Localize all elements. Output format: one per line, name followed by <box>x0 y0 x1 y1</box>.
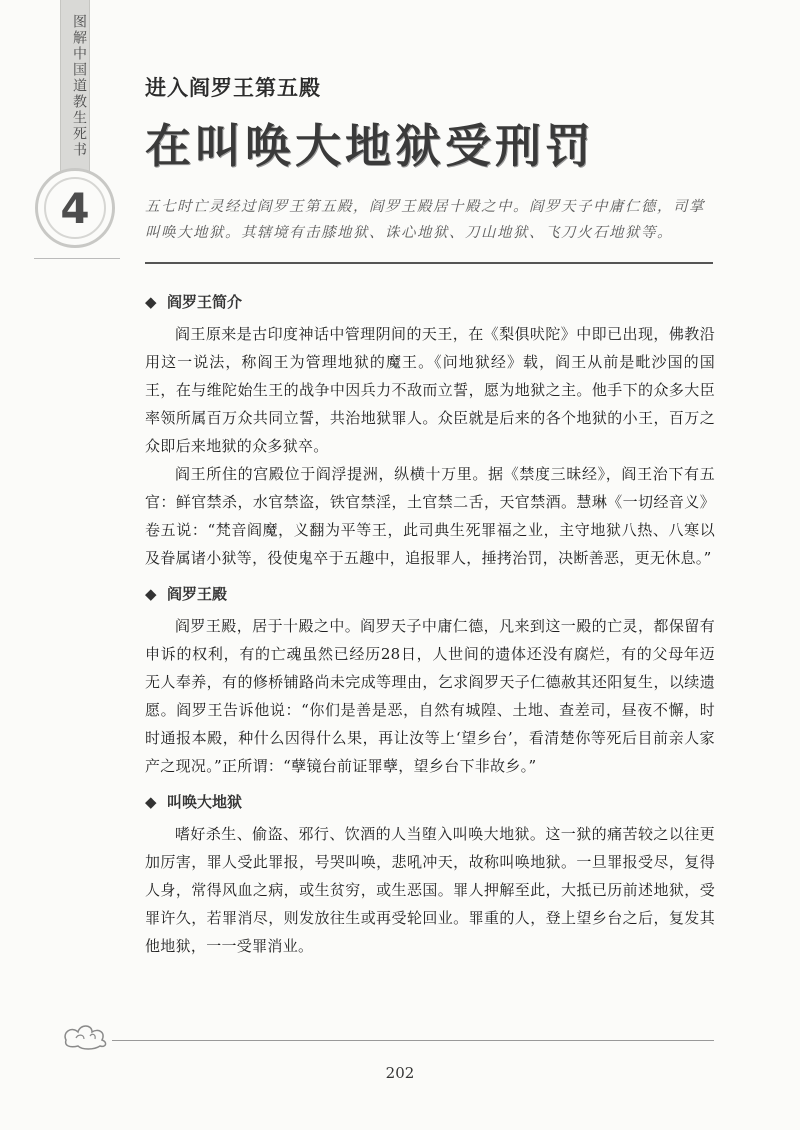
page-title: 在叫唤大地狱受刑罚 <box>145 119 595 173</box>
footer-divider <box>112 1040 714 1041</box>
section-yanluo-hall <box>145 580 715 780</box>
paragraph: 阎王所住的宫殿位于阎浮提洲，纵横十万里。据《禁度三昧经》，阎王治下有五官：鲜官禁杀，水官禁盗，铁官禁淫，土官禁二舌，天官禁酒。慧琳《一切经音义》卷五说：“梵音阎魔，义翻为平等王，此司典生死罪福之业，主守地狱八热、八寒以及眷属诸小狱等，役使鬼卒于五趣中，追报罪人，捶拷治罚，决断善恶，更无休息。” <box>145 465 715 567</box>
section-heading-text: 叫唤大地狱 <box>167 793 243 811</box>
section-heading <box>145 788 715 816</box>
diamond-icon: ◆ <box>145 585 157 603</box>
page-number: 202 <box>385 1064 415 1082</box>
paragraph: 阎罗王殿，居于十殿之中。阎罗天子中庸仁德，凡来到这一殿的亡灵，都保留有申诉的权利，有的亡魂虽然已经历28日，人世间的遗体还没有腐烂，有的父母年迈无人奉养，有的修桥铺路尚未完成等理由，乞求阎罗天子仁德赦其还阳复生，以续遗愿。阎罗王告诉他说：“你们是善是恶，自然有城隍、土地、查差司，昼夜不懈，时时通报本殿，种什么因得什么果，再让汝等上‘望乡台’，看清楚你等死后目前亲人家产之现况。”正所谓：“孽镜台前证罪孽，望乡台下非故乡。” <box>145 617 715 775</box>
cloud-ornament-icon <box>60 1018 116 1052</box>
chapter-number-badge <box>35 168 115 248</box>
chapter-number: 4 <box>60 183 90 233</box>
page-subtitle: 进入阎罗王第五殿 <box>145 76 321 100</box>
section-heading-text: 阎罗王殿 <box>167 585 228 603</box>
section-heading-text: 阎罗王简介 <box>167 293 243 311</box>
diamond-icon: ◆ <box>145 293 157 311</box>
intro-divider <box>145 262 713 264</box>
article-body <box>145 288 715 968</box>
paragraph: 嗜好杀生、偷盗、邪行、饮酒的人当堕入叫唤大地狱。这一狱的痛苦较之以往更加厉害，罪人受此罪报，号哭叫唤，悲吼冲天，故称叫唤地狱。一旦罪报受尽，复得人身，常得风血之病，或生贫穷，或生恶国。罪人押解至此，大抵已历前述地狱，受罪许久，若罪消尽，则发放往生或再受轮回业。罪重的人，登上望乡台之后，复发其他地狱，一一受罪消业。 <box>145 825 715 955</box>
paragraph: 阎王原来是古印度神话中管理阴间的天王，在《梨俱吠陀》中即已出现，佛教沿用这一说法，称阎王为管理地狱的魔王。《问地狱经》载，阎王从前是毗沙国的国王，在与维陀始生王的战争中因兵力不敌而立誓，愿为地狱之主。他手下的众多大臣率领所属百万众共同立誓，共治地狱罪人。众臣就是后来的各个地狱的小王，百万之众即后来地狱的众多狱卒。 <box>145 325 715 455</box>
section-jiaohuan-hell <box>145 788 715 960</box>
series-side-tab <box>60 0 90 178</box>
badge-divider <box>34 258 120 259</box>
series-label: 图解中国道教生死书 <box>71 14 87 158</box>
diamond-icon: ◆ <box>145 793 157 811</box>
intro-summary: 五七时亡灵经过阎罗王第五殿，阎罗王殿居十殿之中。阎罗天子中庸仁德，司掌叫唤大地狱。其辖境有击膝地狱、诛心地狱、刀山地狱、飞刀火石地狱等。 <box>145 199 705 241</box>
section-heading <box>145 580 715 608</box>
section-yanluo-intro <box>145 288 715 572</box>
section-heading <box>145 288 715 316</box>
